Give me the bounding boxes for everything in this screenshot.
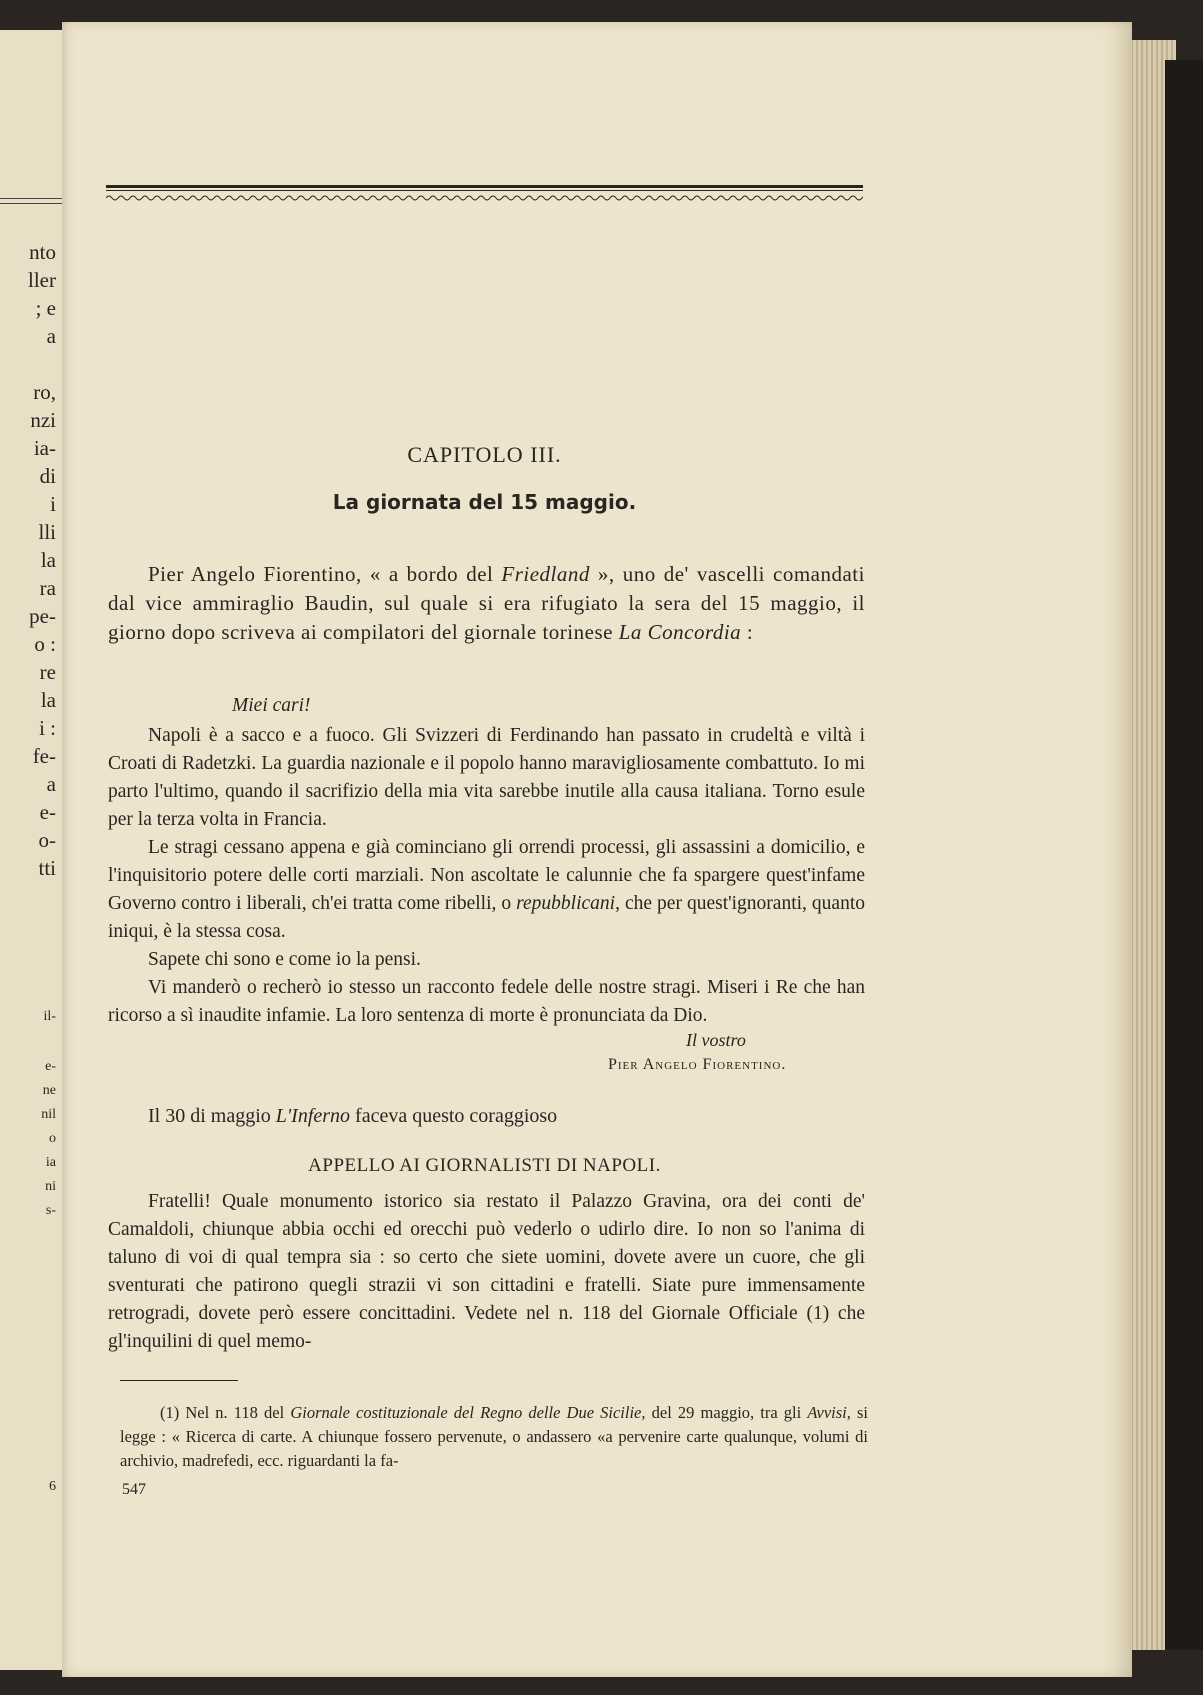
- left-page-fragment: e-: [39, 800, 56, 824]
- letter-salutation: Miei cari!: [232, 695, 311, 716]
- footnote: (1) Nel n. 118 del Giornale costituzionale del Regno delle Due Sicilie, del 29 maggio, tra gli Avvisi, si legge : « Ricerca di carte. A chiunque fossero pervenute, o andassero «a pervenire carte qualunque, volumi di archivio, madrefedi, ecc. riguardanti la fa-: [120, 1403, 868, 1470]
- left-page-fragment: lli: [38, 520, 56, 544]
- left-page-fragment: ; e: [35, 296, 56, 320]
- left-page-fragment: nil: [41, 1107, 56, 1122]
- left-page-fragment: ro,: [33, 380, 56, 404]
- left-page-fragment: e-: [45, 1059, 56, 1074]
- left-page-fragment: la: [40, 548, 56, 572]
- left-page-fragment: fe-: [32, 744, 56, 768]
- left-page-fragment: ia: [45, 1155, 56, 1170]
- inferno-paragraph: Il 30 di maggio L'Inferno faceva questo coraggioso: [148, 1105, 558, 1127]
- left-page-fragment: re: [39, 660, 56, 684]
- left-page-fragment: la: [40, 688, 56, 712]
- chapter-subtitle: La giornata del 15 maggio.: [332, 490, 637, 514]
- letter-paragraph: Le stragi cessano appena e già cominciano gli orrendi processi, gli assassini a domicilio, e l'inquisitorio potere delle corti marziali. Non ascoltate le calunnie che fa spargere quest'infame Governo contro i liberali, ch'ei tratta come ribelli, o repubblicani, che per quest'ignoranti, quanto iniqui, è la stessa cosa.: [108, 837, 866, 942]
- left-page-fragment: il-: [43, 1009, 56, 1024]
- left-page-fragment: s-: [45, 1203, 56, 1218]
- left-page-fragment: di: [39, 464, 56, 488]
- left-page-fragment: i: [50, 492, 56, 516]
- left-page-fragment: nzi: [30, 408, 56, 432]
- left-page-fragment: ller: [28, 268, 56, 292]
- left-page-fragment: i :: [39, 716, 56, 740]
- left-page-fragment: a: [46, 772, 56, 796]
- left-page-fragment: o-: [38, 828, 56, 852]
- letter-signoff: Il vostro: [686, 1030, 746, 1050]
- left-page-edge: [0, 30, 65, 1670]
- left-page-fragment: ni: [45, 1179, 56, 1194]
- ship-name: Friedland: [501, 562, 590, 586]
- header-wavy-rule: [106, 194, 863, 202]
- left-page-fragment: ia-: [33, 436, 56, 460]
- left-page-fragment: 6: [49, 1479, 56, 1494]
- left-page-fragment: a: [46, 324, 56, 348]
- header-thick-rule: [106, 185, 863, 188]
- intro-paragraph: Pier Angelo Fiorentino, « a bordo del Friedland », uno de' vascelli comandati dal vice ammiraglio Baudin, sul quale si era rifugiato la sera del 15 maggio, il giorno dopo scriveva ai compilatori del giornale torinese La Concordia :: [108, 562, 865, 644]
- letter-body: [108, 722, 865, 1030]
- letter-paragraph: Vi manderò o recherò io stesso un racconto fedele delle nostre stragi. Miseri i Re che han ricorso a sì inaudite infamie. La loro sentenza di morte è pronunciata da Dio.: [108, 977, 865, 1026]
- letter-signature: Pier Angelo Fiorentino.: [608, 1056, 787, 1073]
- left-page-fragment: nto: [29, 240, 56, 264]
- appello-paragraph: Fratelli! Quale monumento istorico sia restato il Palazzo Gravina, ora dei conti de' Camaldoli, chiunque abbia occhi ed orecchi può vederlo o udirlo dire. Io non so l'anima di taluno di voi di qual tempra sia : so certo che siete uomini, dovete avere un cuore, che gli sventurati che patirono quegli strazii vi son cittadini e fratelli. Siate pure immensamente retrogradi, dovete però essere concittadini. Vedete nel n. 118 del Giornale Officiale (1) che gl'inquilini di quel memo-: [108, 1191, 865, 1352]
- chapter-title: CAPITOLO III.: [407, 442, 562, 467]
- page-number: 547: [122, 1481, 146, 1498]
- header-ornament-rule: [106, 185, 863, 202]
- left-page-fragment: ra: [39, 576, 56, 600]
- left-page-fragment: o :: [34, 632, 56, 656]
- letter-paragraph: Sapete chi sono e come io la pensi.: [148, 949, 421, 970]
- header-thin-rule: [106, 190, 863, 191]
- left-page-fragment: pe-: [29, 604, 56, 628]
- newspaper-name: La Concordia: [618, 620, 742, 644]
- left-page-fragment: ne: [42, 1083, 56, 1098]
- book-cover-edge: [1165, 60, 1203, 1650]
- left-page-rule: [0, 198, 62, 204]
- appello-title: APPELLO AI GIORNALISTI DI NAPOLI.: [308, 1155, 661, 1176]
- letter-paragraph: Napoli è a sacco e a fuoco. Gli Svizzeri di Ferdinando han passato in crudeltà e viltà i Croati di Radetzki. La guardia nazionale e il popolo hanno maravigliosamente combattuto. Io mi parto l'ultimo, quando il sacrifizio della mia vita sarebbe inutile alla causa italiana. Torno esule per la terza volta in Francia.: [108, 725, 865, 830]
- left-page-fragment: tti: [38, 856, 56, 880]
- footnote-rule: [120, 1380, 238, 1381]
- left-page-fragment: o: [49, 1131, 56, 1146]
